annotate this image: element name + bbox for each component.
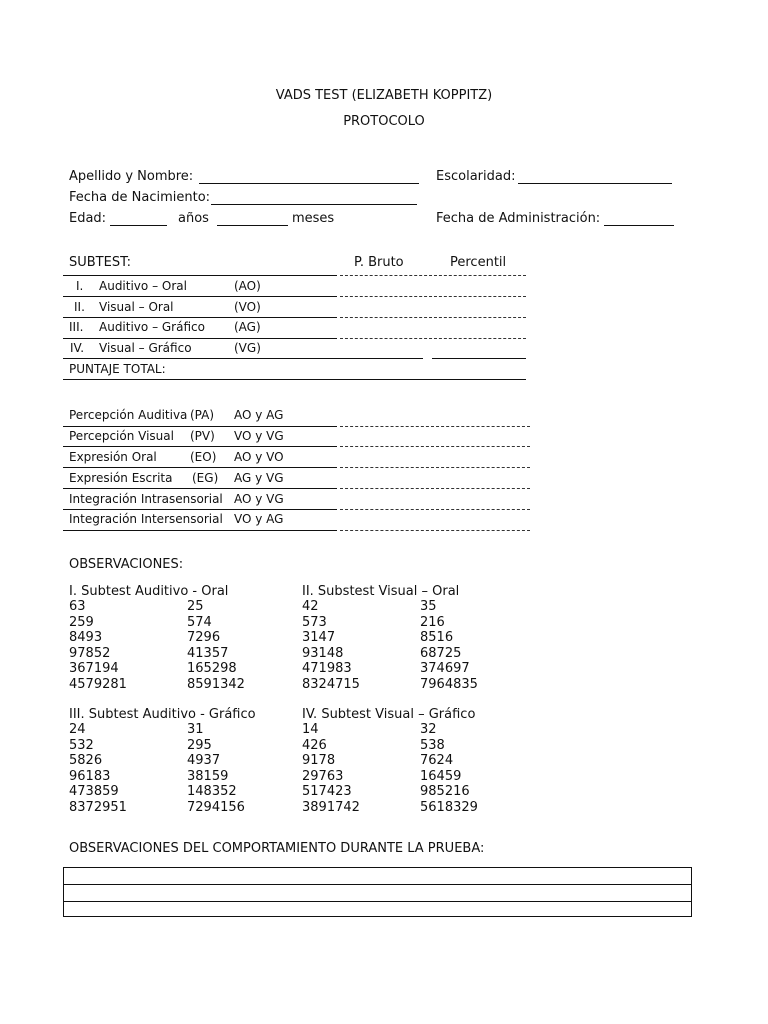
admin-date-field[interactable]	[604, 225, 674, 226]
total-score-line[interactable]	[63, 379, 526, 380]
admin-date-label: Fecha de Administración:	[436, 211, 601, 226]
score-line[interactable]	[340, 467, 530, 468]
score-line[interactable]	[340, 509, 530, 510]
integration-combo: AO y VO	[234, 450, 284, 464]
integration-name: Expresión Escrita	[69, 471, 173, 485]
integration-combo: VO y AG	[234, 512, 284, 526]
number-column: 42 573 3147 93148 471983 8324715	[302, 599, 360, 692]
integration-code: (EG)	[192, 471, 219, 485]
subtest-code: (VG)	[234, 341, 261, 355]
name-field[interactable]	[199, 183, 419, 184]
years-label: años	[178, 211, 209, 226]
total-score-label: PUNTAJE TOTAL:	[69, 362, 166, 376]
percentile-header: Percentil	[450, 255, 507, 270]
integration-combo: VO y VG	[234, 429, 284, 443]
document-title: VADS TEST (ELIZABETH KOPPITZ)	[275, 88, 493, 103]
integration-code: (PV)	[190, 429, 215, 443]
score-line[interactable]	[340, 530, 530, 531]
row-number: I.	[76, 279, 84, 293]
number-column: 25 574 7296 41357 165298 8591342	[187, 599, 245, 692]
age-months-field[interactable]	[217, 225, 288, 226]
subtest-name: Auditivo – Gráfico	[99, 320, 205, 334]
integration-combo: AO y AG	[234, 408, 284, 422]
behavior-title: OBSERVACIONES DEL COMPORTAMIENTO DURANTE LA PRUEBA:	[69, 841, 485, 856]
subtest-code: (AO)	[234, 279, 261, 293]
integration-code: (EO)	[190, 450, 217, 464]
row-number: III.	[69, 320, 84, 334]
school-field[interactable]	[518, 183, 672, 184]
birth-field[interactable]	[211, 204, 417, 205]
score-line[interactable]	[340, 296, 526, 297]
school-label: Escolaridad:	[436, 169, 516, 184]
block-title: II. Substest Visual – Oral	[302, 584, 460, 599]
subtest-code: (AG)	[234, 320, 261, 334]
score-line[interactable]	[340, 426, 530, 427]
integration-name: Integración Intersensorial	[69, 512, 223, 526]
block-title: IV. Subtest Visual – Gráfico	[302, 707, 476, 722]
score-line[interactable]	[340, 446, 530, 447]
number-column: 32 538 7624 16459 985216 5618329	[420, 722, 478, 815]
number-column: 31 295 4937 38159 148352 7294156	[187, 722, 245, 815]
row-number: II.	[74, 300, 85, 314]
number-column: 63 259 8493 97852 367194 4579281	[69, 599, 127, 692]
document-subtitle: PROTOCOLO	[343, 114, 425, 129]
block-title: I. Subtest Auditivo - Oral	[69, 584, 229, 599]
integration-code: (PA)	[190, 408, 215, 422]
birth-label: Fecha de Nacimiento:	[69, 190, 211, 205]
integration-combo: AG y VG	[234, 471, 284, 485]
number-column: 24 532 5826 96183 473859 8372951	[69, 722, 127, 815]
behavior-notes-box[interactable]	[63, 867, 692, 917]
name-label: Apellido y Nombre:	[69, 169, 194, 184]
integration-combo: AO y VG	[234, 492, 284, 506]
subtest-name: Auditivo – Oral	[99, 279, 187, 293]
integration-name: Percepción Auditiva	[69, 408, 188, 422]
number-column: 14 426 9178 29763 517423 3891742	[302, 722, 360, 815]
subtest-name: Visual – Gráfico	[99, 341, 192, 355]
subtest-header: SUBTEST:	[69, 255, 131, 270]
integration-name: Percepción Visual	[69, 429, 174, 443]
integration-name: Integración Intrasensorial	[69, 492, 223, 506]
raw-score-header: P. Bruto	[354, 255, 404, 270]
months-label: meses	[292, 211, 335, 226]
subtest-code: (VO)	[234, 300, 261, 314]
score-line[interactable]	[340, 338, 526, 339]
score-line[interactable]	[340, 488, 530, 489]
number-column: 35 216 8516 68725 374697 7964835	[420, 599, 478, 692]
age-years-field[interactable]	[110, 225, 167, 226]
row-number: IV.	[70, 341, 85, 355]
block-title: III. Subtest Auditivo - Gráfico	[69, 707, 256, 722]
score-line[interactable]	[340, 275, 526, 276]
subtest-name: Visual – Oral	[99, 300, 174, 314]
score-line[interactable]	[340, 317, 526, 318]
integration-name: Expresión Oral	[69, 450, 157, 464]
observations-title: OBSERVACIONES:	[69, 557, 184, 572]
age-label: Edad:	[69, 211, 107, 226]
